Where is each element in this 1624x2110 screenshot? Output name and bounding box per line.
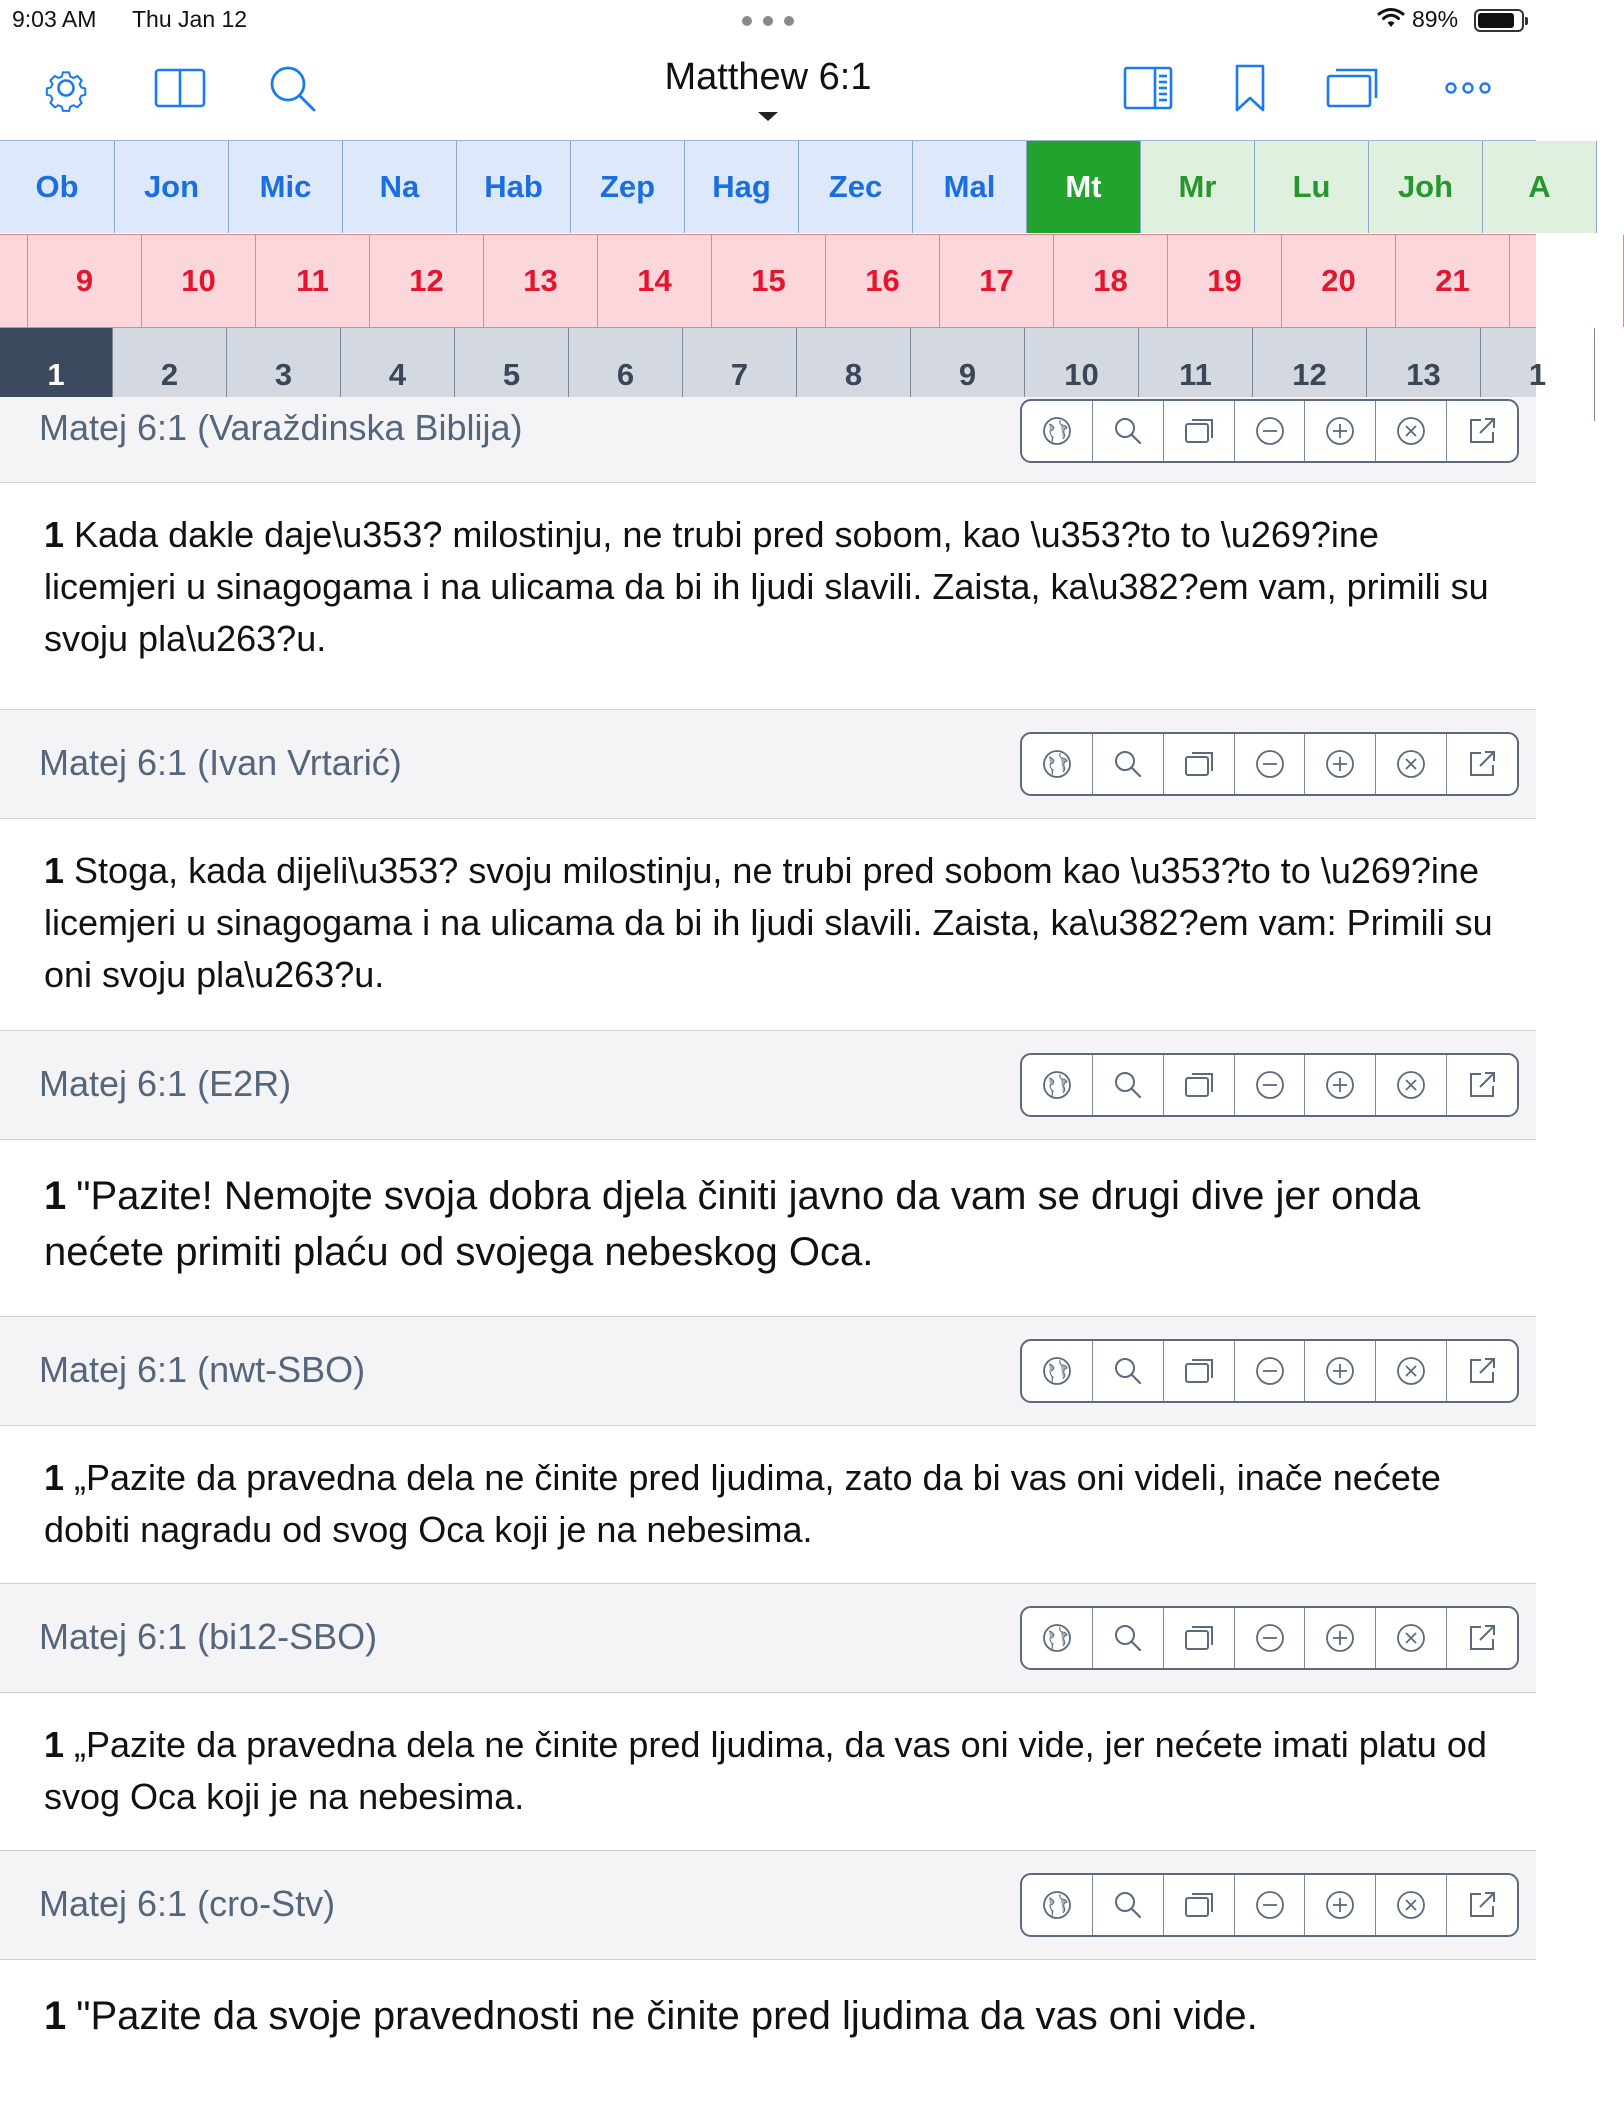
chapter-tab[interactable]: 9: [28, 235, 142, 327]
book-tab[interactable]: Mr: [1141, 141, 1255, 233]
chapter-tab[interactable]: 14: [598, 235, 712, 327]
verse-tab[interactable]: 1: [0, 328, 113, 421]
verse-tab[interactable]: 10: [1025, 328, 1139, 421]
battery-icon: [1474, 9, 1524, 32]
share-icon[interactable]: [1447, 401, 1517, 461]
translation-title: Matej 6:1 (Ivan Vrtarić): [39, 742, 402, 783]
more-icon[interactable]: [1438, 58, 1498, 118]
verse-text: [44, 1988, 1504, 2044]
copy-icon[interactable]: [1164, 1055, 1235, 1115]
zoom-in-icon[interactable]: [1305, 401, 1376, 461]
status-time: 9:03 AM: [12, 6, 97, 32]
translation-title: Matej 6:1 (Varaždinska Biblija): [39, 407, 523, 448]
chapter-tab[interactable]: 15: [712, 235, 826, 327]
toolbar: [0, 40, 1536, 140]
translation-title: Matej 6:1 (nwt-SBO): [39, 1349, 366, 1390]
verse-tab[interactable]: 4: [341, 328, 455, 421]
verse-content: "Pazite da svoje pravednosti ne činite pred ljudima da vas oni vide.: [76, 1994, 1258, 2038]
book-tab[interactable]: Hag: [685, 141, 799, 233]
verse-content: „Pazite da pravedna dela ne činite pred ljudima, zato da bi vas oni videli, inače nećete dobiti nagradu od svog Oca koji je na nebesima.: [44, 1457, 1441, 1550]
close-icon[interactable]: [1376, 1608, 1447, 1668]
chapter-tab[interactable]: 12: [370, 235, 484, 327]
verse-body: [0, 1426, 1536, 1583]
status-bar: [0, 0, 1536, 40]
verse-number: 1: [44, 1994, 67, 2038]
verse-text: [44, 1719, 1504, 1823]
bookmark-icon[interactable]: [1220, 58, 1280, 118]
book-tab[interactable]: Hab: [457, 141, 571, 233]
book-tab[interactable]: Zec: [799, 141, 913, 233]
verse-text: [44, 1452, 1504, 1556]
chevron-down-icon[interactable]: [758, 112, 778, 121]
translation-actions: [1020, 1053, 1519, 1117]
search-icon[interactable]: [262, 58, 322, 118]
verse-tab[interactable]: 12: [1253, 328, 1367, 421]
verse-number: 1: [44, 850, 65, 891]
zoom-out-icon[interactable]: [1235, 1608, 1306, 1668]
gear-icon[interactable]: [36, 58, 96, 118]
copy-icon[interactable]: [1164, 1608, 1235, 1668]
share-icon[interactable]: [1447, 1055, 1517, 1115]
book-tab[interactable]: Mt: [1027, 141, 1141, 233]
verse-tab[interactable]: 7: [683, 328, 797, 421]
zoom-out-icon[interactable]: [1235, 734, 1306, 794]
zoom-in-icon[interactable]: [1305, 1608, 1376, 1668]
battery-percent: 89%: [1412, 6, 1459, 32]
copy-icon[interactable]: [1164, 1341, 1235, 1401]
chapter-tab[interactable]: 19: [1168, 235, 1282, 327]
book-tab[interactable]: Mic: [229, 141, 343, 233]
chapter-tab[interactable]: 21: [1396, 235, 1510, 327]
zoom-out-icon[interactable]: [1235, 1875, 1306, 1935]
translation-header: [0, 397, 1536, 483]
wifi-icon: [1378, 8, 1404, 28]
share-icon[interactable]: [1447, 1875, 1517, 1935]
verse-body: [0, 1140, 1536, 1316]
book-tab[interactable]: Jon: [115, 141, 229, 233]
verse-number: 1: [44, 1457, 65, 1498]
book-tab[interactable]: Lu: [1255, 141, 1369, 233]
verse-content: Stoga, kada dijeli\u353? svoju milostinju, ne trubi pred sobom kao \u353?to to \u269?ine licemjeri u sinagogama i na ulicama da bi ih ljudi slavili. Zaista, ka\u382?em vam: Primili su oni svoju pla\u263?u.: [44, 850, 1493, 995]
multitasking-dots-icon[interactable]: [742, 16, 794, 26]
zoom-in-icon[interactable]: [1305, 734, 1376, 794]
verse-text: [44, 1168, 1504, 1280]
zoom-out-icon[interactable]: [1235, 1055, 1306, 1115]
verse-tab[interactable]: 2: [113, 328, 227, 421]
book-selector: [0, 140, 1551, 234]
verse-tab[interactable]: 5: [455, 328, 569, 421]
close-icon[interactable]: [1376, 734, 1447, 794]
verse-text: [44, 845, 1504, 1001]
verse-content: „Pazite da pravedna dela ne činite pred ljudima, da vas oni vide, jer nećete imati platu od svog Oca koji je na nebesima.: [44, 1724, 1487, 1817]
translation-title: Matej 6:1 (E2R): [39, 1063, 292, 1104]
translation-header: [0, 1030, 1536, 1140]
page-title[interactable]: Matthew 6:1: [664, 56, 872, 98]
verse-body: [0, 819, 1536, 1029]
search-icon[interactable]: [1093, 401, 1164, 461]
close-icon[interactable]: [1376, 1055, 1447, 1115]
book-tab[interactable]: Na: [343, 141, 457, 233]
share-icon[interactable]: [1447, 1341, 1517, 1401]
search-icon[interactable]: [1093, 1055, 1164, 1115]
verse-text: [44, 509, 1504, 665]
status-date: Thu Jan 12: [132, 6, 248, 32]
verse-tab[interactable]: 1: [1481, 328, 1595, 421]
chapter-selector: [0, 234, 1536, 328]
translations-list: [0, 407, 1536, 2048]
copy-icon[interactable]: [1164, 401, 1235, 461]
verse-number: 1: [44, 1174, 67, 1218]
zoom-in-icon[interactable]: [1305, 1055, 1376, 1115]
zoom-out-icon[interactable]: [1235, 401, 1306, 461]
verse-tab[interactable]: 8: [797, 328, 911, 421]
translation-actions: [1020, 399, 1519, 463]
book-tab[interactable]: Zep: [571, 141, 685, 233]
translation-title: Matej 6:1 (bi12-SBO): [39, 1616, 378, 1657]
windows-icon[interactable]: [1322, 58, 1382, 118]
globe-icon[interactable]: [1022, 734, 1093, 794]
translation-actions: [1020, 732, 1519, 796]
search-icon[interactable]: [1093, 734, 1164, 794]
globe-icon[interactable]: [1022, 1608, 1093, 1668]
translation-title: Matej 6:1 (cro-Stv): [39, 1883, 336, 1924]
translation-actions: [1020, 1873, 1519, 1937]
book-icon[interactable]: [150, 58, 210, 118]
verse-tab[interactable]: 11: [1139, 328, 1253, 421]
verse-number: 1: [44, 1724, 65, 1765]
close-icon[interactable]: [1376, 1341, 1447, 1401]
chapter-tab[interactable]: 17: [940, 235, 1054, 327]
share-icon[interactable]: [1447, 734, 1517, 794]
globe-icon[interactable]: [1022, 1875, 1093, 1935]
translation-actions: [1020, 1339, 1519, 1403]
chapter-tab[interactable]: [0, 235, 28, 327]
verse-tab[interactable]: 3: [227, 328, 341, 421]
close-icon[interactable]: [1376, 1875, 1447, 1935]
parallel-panel-icon[interactable]: [1118, 58, 1178, 118]
verse-tab[interactable]: 13: [1367, 328, 1481, 421]
book-tab[interactable]: Mal: [913, 141, 1027, 233]
chapter-tab[interactable]: 20: [1282, 235, 1396, 327]
copy-icon[interactable]: [1164, 734, 1235, 794]
search-icon[interactable]: [1093, 1341, 1164, 1401]
translation-header: [0, 709, 1536, 819]
verse-body: [0, 1960, 1536, 2110]
book-tab[interactable]: A: [1483, 141, 1597, 233]
chapter-tab[interactable]: 10: [142, 235, 256, 327]
book-tab[interactable]: Joh: [1369, 141, 1483, 233]
close-icon[interactable]: [1376, 401, 1447, 461]
zoom-out-icon[interactable]: [1235, 1341, 1306, 1401]
verse-tab[interactable]: 6: [569, 328, 683, 421]
translation-header: [0, 1583, 1536, 1693]
verse-body: [0, 483, 1536, 695]
translation-header: [0, 1316, 1536, 1426]
translation-actions: [1020, 1606, 1519, 1670]
translation-header: [0, 1850, 1536, 1960]
zoom-in-icon[interactable]: [1305, 1875, 1376, 1935]
chapter-tab[interactable]: 18: [1054, 235, 1168, 327]
book-tab[interactable]: Ob: [0, 141, 115, 233]
verse-body: [0, 1693, 1536, 1850]
search-icon[interactable]: [1093, 1875, 1164, 1935]
globe-icon[interactable]: [1022, 401, 1093, 461]
zoom-in-icon[interactable]: [1305, 1341, 1376, 1401]
verse-content: Kada dakle daje\u353? milostinju, ne trubi pred sobom, kao \u353?to to \u269?ine licemjeri u sinagogama i na ulicama da bi ih ljudi slavili. Zaista, ka\u382?em vam, primili su svoju pla\u263?u.: [44, 514, 1489, 659]
copy-icon[interactable]: [1164, 1875, 1235, 1935]
chapter-tab[interactable]: [1510, 235, 1624, 327]
share-icon[interactable]: [1447, 1608, 1517, 1668]
chapter-tab[interactable]: 16: [826, 235, 940, 327]
verse-tab[interactable]: 9: [911, 328, 1025, 421]
chapter-tab[interactable]: 13: [484, 235, 598, 327]
chapter-tab[interactable]: 11: [256, 235, 370, 327]
globe-icon[interactable]: [1022, 1341, 1093, 1401]
search-icon[interactable]: [1093, 1608, 1164, 1668]
verse-content: "Pazite! Nemojte svoja dobra djela činiti javno da vam se drugi dive jer onda nećete primiti plaću od svojega nebeskog Oca.: [44, 1174, 1421, 1274]
verse-number: 1: [44, 514, 65, 555]
globe-icon[interactable]: [1022, 1055, 1093, 1115]
